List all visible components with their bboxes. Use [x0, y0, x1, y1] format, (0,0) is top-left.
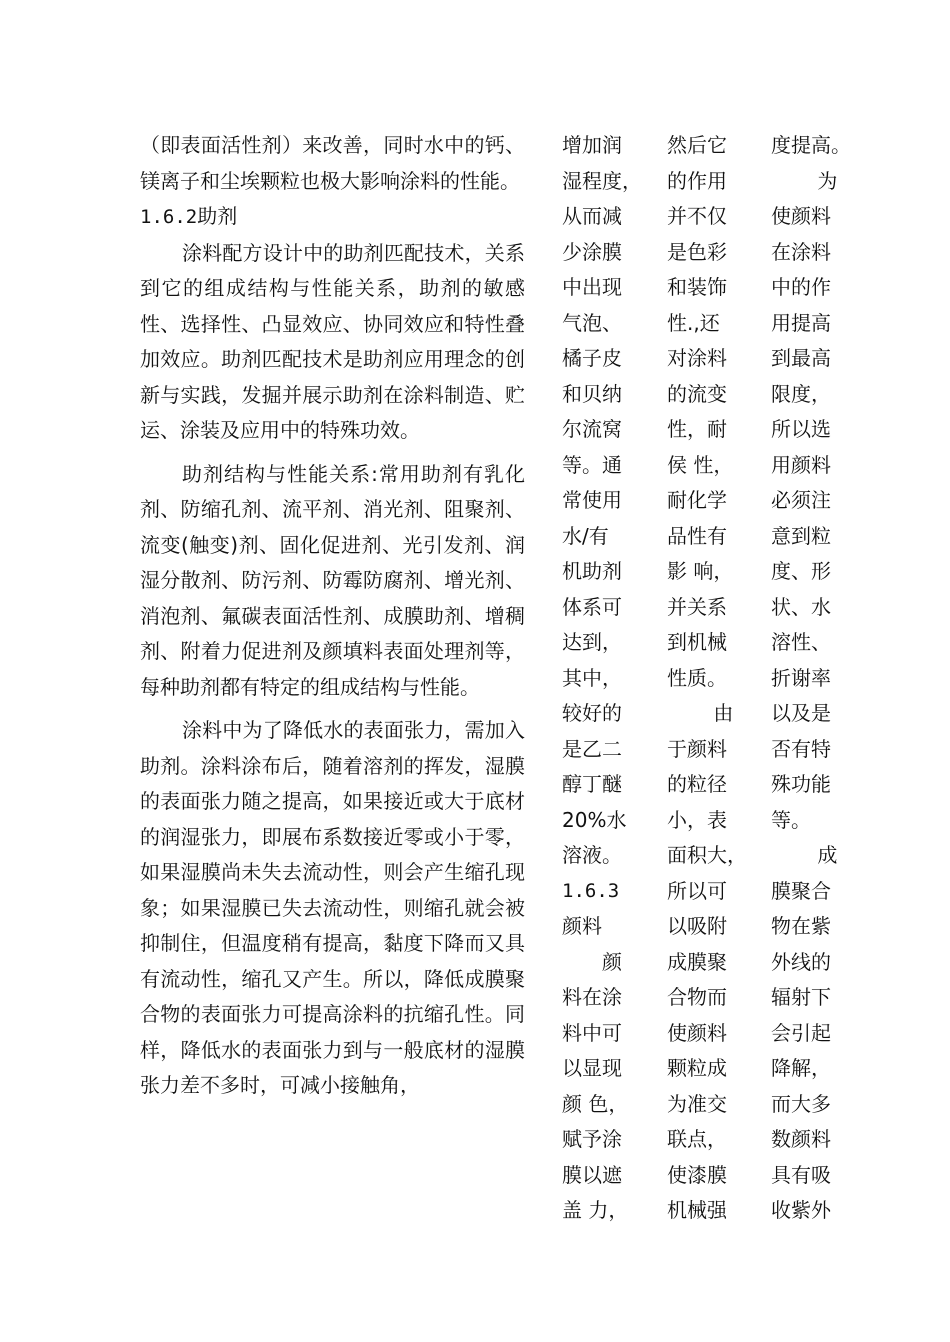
- heading-number: 1.6.2: [140, 206, 198, 228]
- column-line: 水/有: [562, 523, 609, 548]
- column-line: 并关系: [667, 594, 727, 619]
- column-line: 成: [771, 843, 838, 867]
- main-text-column: [140, 128, 525, 1104]
- column-line: 料中可: [562, 1020, 622, 1045]
- column-line: 湿程度，: [562, 168, 642, 193]
- column-line: 收紫外: [771, 1198, 831, 1222]
- narrow-column-b: [562, 128, 642, 1229]
- column-line: 用提高: [771, 310, 831, 335]
- column-line: 限度，: [771, 381, 831, 406]
- column-line: 影 响，: [667, 559, 734, 583]
- column-line: 等。: [771, 807, 811, 832]
- paragraph-3: 助剂结构与性能关系:常用助剂有乳化剂、防缩孔剂、流平剂、消光剂、阻聚剂、流变(触变)剂、固化促进剂、光引发剂、润湿分散剂、防污剂、防霉防腐剂、增光剂、消泡剂、氟碳表面活性剂、成膜助剂、增稠剂、附着力促进剂及颜填料表面处理剂等，每种助剂都有特定的组成结构与性能。: [140, 461, 525, 699]
- column-line: 对涂料: [667, 346, 727, 370]
- paragraph-1: （即表面活性剂）来改善，同时水中的钙、镁离子和尘埃颗粒也极大影响涂料的性能。: [140, 133, 525, 193]
- column-line: 增加润: [562, 133, 622, 157]
- column-line: 中的作: [771, 275, 831, 299]
- column-line: 所以可: [667, 878, 727, 903]
- column-line: 成膜聚: [667, 949, 727, 974]
- column-line: 性.,还: [667, 310, 720, 335]
- column-line: 从而减: [562, 204, 622, 228]
- column-line: 等。通: [562, 452, 622, 477]
- column-line: 性，耐: [667, 417, 727, 441]
- column-line: 侯 性，: [667, 452, 734, 477]
- column-line: 是色彩: [667, 239, 727, 264]
- column-line: 数颜料: [771, 1127, 831, 1151]
- column-line: 殊功能: [771, 772, 831, 796]
- column-line: 料在涂: [562, 985, 622, 1009]
- narrow-column-d: [771, 128, 851, 1229]
- column-line: 尔流窝: [562, 417, 622, 441]
- column-line: 达到，: [562, 630, 622, 654]
- column-line: 辐射下: [771, 985, 831, 1009]
- column-line: 少涂膜: [562, 239, 622, 264]
- column-line: 用颜料: [771, 452, 831, 477]
- column-line: 到机械: [667, 630, 727, 654]
- column-line: 到最高: [771, 346, 831, 370]
- column-line: 膜聚合: [771, 878, 831, 903]
- column-line: 于颜料: [667, 736, 727, 761]
- column-line: 使颜料: [667, 1020, 727, 1045]
- column-line: 为: [771, 168, 838, 193]
- column-line: 溶性、: [771, 630, 831, 654]
- column-line: 机械强: [667, 1198, 727, 1222]
- column-line: 在涂料: [771, 239, 831, 264]
- column-line: 中出现: [562, 275, 622, 299]
- column-line: 耐化学: [667, 488, 727, 512]
- column-line: 20%水: [562, 807, 627, 832]
- column-line: 状、水: [771, 594, 831, 619]
- column-line: 面积大，: [667, 843, 747, 867]
- column-line: 盖 力，: [562, 1198, 629, 1222]
- column-line: 小，表: [667, 807, 727, 832]
- column-line: 和贝纳: [562, 381, 622, 406]
- column-line: 常使用: [562, 488, 622, 512]
- column-line: 所以选: [771, 417, 831, 441]
- column-line: 溶液。: [562, 843, 622, 867]
- column-line: 度、形: [771, 559, 831, 583]
- heading-text: 助剂: [197, 204, 238, 228]
- column-line: 的粒径: [667, 772, 727, 796]
- column-line: 是乙二: [562, 736, 622, 761]
- column-line: 颜 色，: [562, 1091, 629, 1116]
- narrow-column-c: [667, 128, 749, 1229]
- column-line: 合物而: [667, 985, 727, 1009]
- column-line: 降解，: [771, 1056, 831, 1080]
- column-line: 的流变: [667, 381, 727, 406]
- column-line: 以显现: [562, 1056, 622, 1080]
- column-line: 颜: [562, 949, 622, 974]
- column-line: 以及是: [771, 701, 831, 725]
- column-line: 由: [667, 701, 734, 725]
- column-line: 度提高。: [771, 133, 851, 157]
- column-line: 否有特: [771, 736, 831, 761]
- column-line: 具有吸: [771, 1162, 831, 1187]
- column-line: 橘子皮: [562, 346, 622, 370]
- column-line: 使颜料: [771, 204, 831, 228]
- column-line: 较好的: [562, 701, 622, 725]
- column-line: 体系可: [562, 594, 622, 619]
- column-line: 联点，: [667, 1127, 727, 1151]
- column-line: 会引起: [771, 1020, 831, 1045]
- column-line: 赋予涂: [562, 1127, 622, 1151]
- column-line: 膜以遮: [562, 1162, 622, 1187]
- column-line: 性质。: [667, 665, 727, 690]
- column-line: 必须注: [771, 488, 831, 512]
- column-line: 气泡、: [562, 310, 622, 335]
- column-line: 和装饰: [667, 275, 727, 299]
- column-line: 为准交: [667, 1091, 727, 1116]
- column-line: 以吸附: [667, 914, 727, 938]
- column-line: 颗粒成: [667, 1056, 727, 1080]
- column-line: 醇丁醚: [562, 772, 622, 796]
- paragraph-2: 涂料配方设计中的助剂匹配技术，关系到它的组成结构与性能关系，助剂的敏感性、选择性、凸显效应、协同效应和特性叠加效应。助剂匹配技术是助剂应用理念的创新与实践，发掘并展示助剂在涂料制造、贮运、涂装及应用中的特殊功效。: [140, 240, 525, 442]
- column-line: 而大多: [771, 1091, 831, 1116]
- column-line: 颜料: [562, 914, 602, 938]
- column-line: 机助剂: [562, 559, 622, 583]
- column-line: 1.6.3: [562, 879, 620, 902]
- column-line: 品性有: [667, 523, 727, 548]
- column-line: 外线的: [771, 949, 831, 974]
- column-line: 物在紫: [771, 914, 831, 938]
- column-line: 意到粒: [771, 523, 831, 548]
- column-line: 折谢率: [771, 665, 831, 690]
- column-line: 并不仅: [667, 204, 727, 228]
- section-heading-1-6-2: [140, 199, 525, 236]
- column-line: 其中，: [562, 665, 622, 690]
- column-line: 的作用: [667, 168, 727, 193]
- column-line: 然后它: [667, 133, 727, 157]
- column-line: 使漆膜: [667, 1162, 727, 1187]
- paragraph-4: 涂料中为了降低水的表面张力，需加入助剂。涂料涂布后，随着溶剂的挥发，湿膜的表面张力随之提高，如果接近或大于底材的润湿张力，即展布系数接近零或小于零，如果湿膜尚未失去流动性，则会产生缩孔现象；如果湿膜已失去流动性，则缩孔就会被抑制住，但温度稍有提高，黏度下降而又具有流动性，缩孔又产生。所以，降低成膜聚合物的表面张力可提高涂料的抗缩孔性。同样，降低水的表面张力到与一般底材的湿膜张力差不多时，可减小接触角，: [140, 718, 525, 1097]
